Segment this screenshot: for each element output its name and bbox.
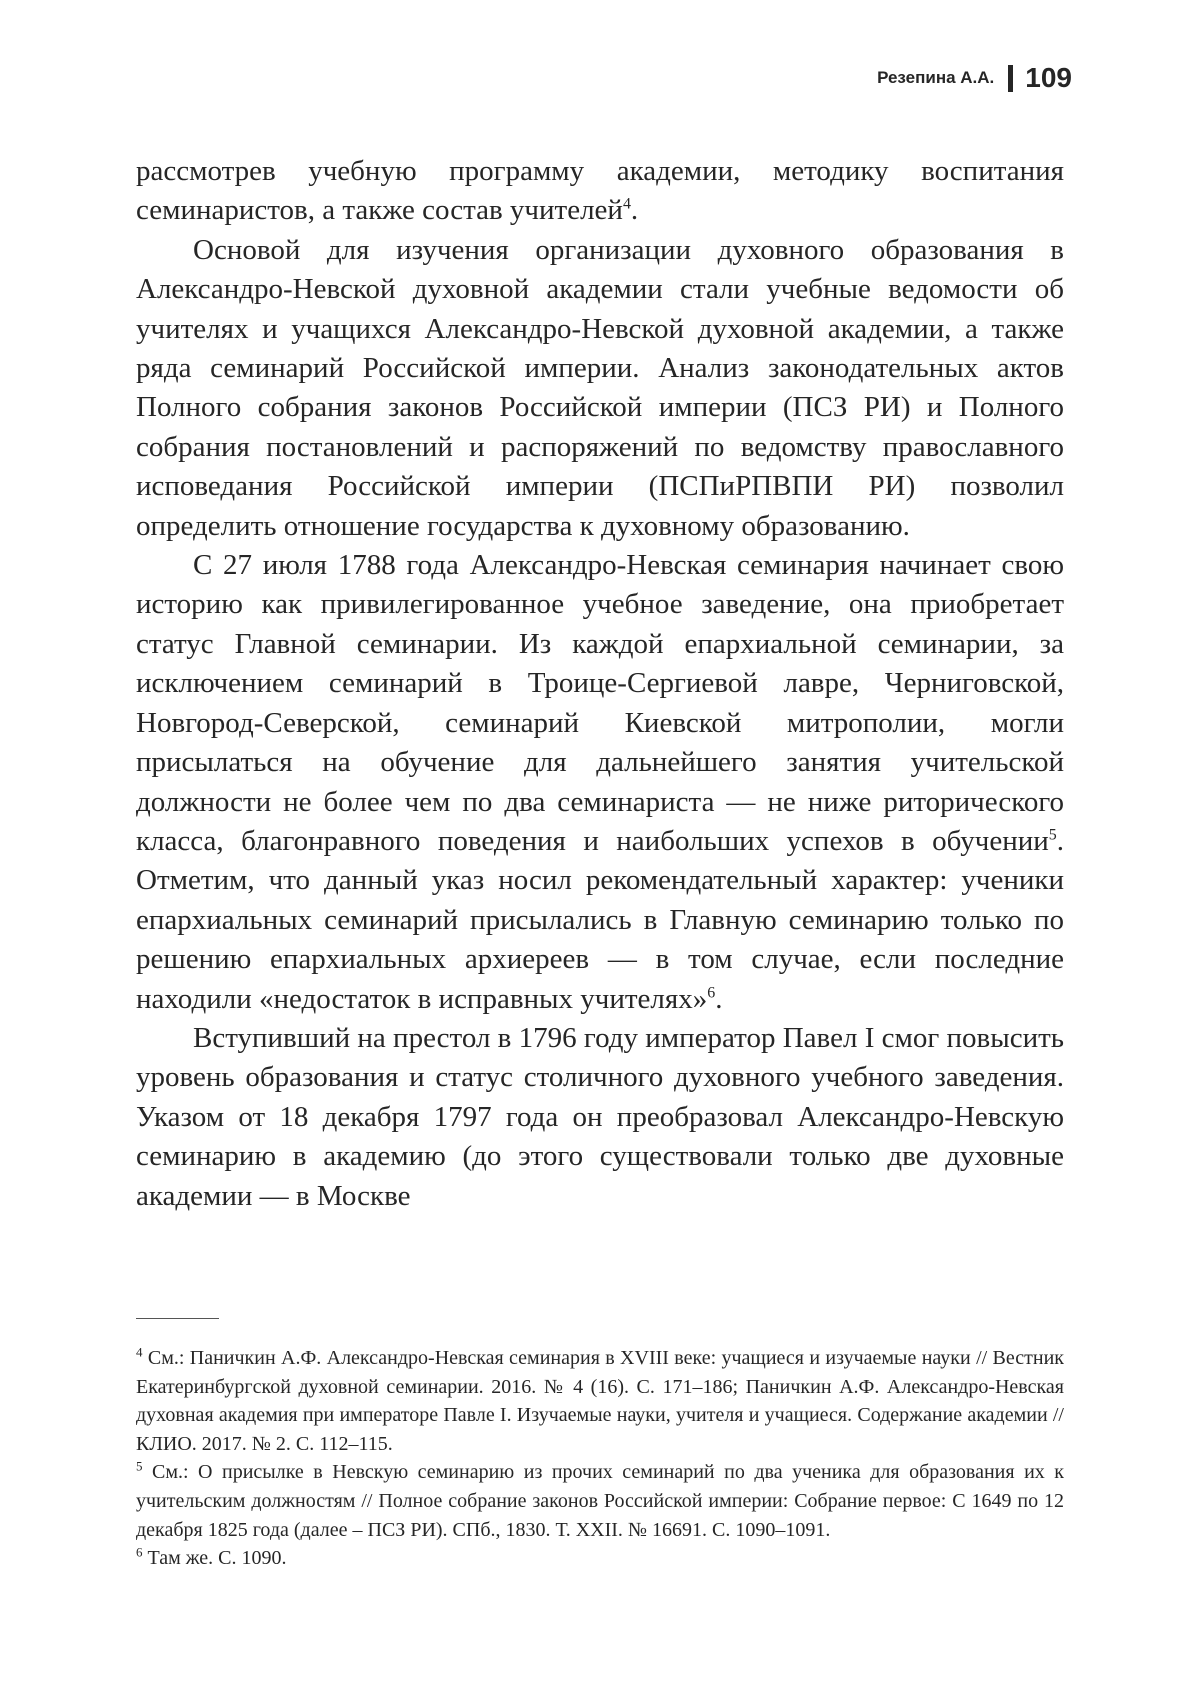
footnote-ref: 6 xyxy=(707,983,716,1001)
running-head-author: Резепина А.А. xyxy=(877,68,995,87)
paragraph-text: Основой для изучения организации духовного образования в Александро-Невской духовной академии стали учебные ведомости об учителях и учащихся Александро-Невской духовной академии, а также ряда семинарий Российской империи. Анализ законодательных актов Полного собрания законов Российской империи (ПСЗ РИ) и Полного собрания постановлений и распоряжений по ведомству православного исповедания Российской империи (ПСПиРПВПИ РИ) позволил определить отношение государства к духовному образованию. xyxy=(136,233,1064,542)
footnotes xyxy=(136,1344,1064,1573)
paragraph-text: рассмотрев учебную программу академии, методику воспитания семинаристов, а также состав учителей xyxy=(136,155,1064,227)
footnote-ref: 5 xyxy=(1048,826,1057,844)
footnote-number: 6 xyxy=(136,1544,143,1560)
paragraph-text: С 27 июля 1788 года Александро-Невская семинария начинает свою историю как привилегированное учебное заведение, она приобретает статус Главной семинарии. Из каждой епархиальной семинарии, за исключением семинарий в Троице-Сергиевой лавре, Черниговской, Новгород-Северской, семинарий Киевской митрополии, могли присылаться на обучение для дальнейшего занятия учительской должности не более чем по два семинариста — не ниже риторического класса, благонравного поведения и наибольших успехов в обучении xyxy=(136,549,1064,857)
footnote xyxy=(136,1344,1064,1458)
paragraph-text: . xyxy=(630,194,639,227)
paragraph-text: . xyxy=(715,982,723,1015)
paragraph xyxy=(136,546,1064,1019)
header-separator-bar xyxy=(1008,65,1013,92)
paragraph xyxy=(136,152,1064,231)
footnote-number: 4 xyxy=(136,1344,143,1360)
footnote-text: Там же. С. 1090. xyxy=(142,1547,287,1570)
footnote xyxy=(136,1458,1064,1544)
footnote-separator xyxy=(136,1318,219,1319)
page-number: 109 xyxy=(1025,62,1072,93)
footnote-ref: 4 xyxy=(622,195,631,213)
body-text xyxy=(136,152,1064,1216)
paragraph-text: Вступивший на престол в 1796 году император Павел I смог повысить уровень образования и статус столичного духовного учебного заведения. Указом от 18 декабря 1797 года он преобразовал Александро-Невскую семинарию в академию (до этого существовали только две духовные академии — в Москве xyxy=(136,1021,1064,1212)
footnote xyxy=(136,1544,1064,1573)
running-header xyxy=(877,62,1072,94)
paragraph xyxy=(136,1019,1064,1216)
footnote-text: См.: Паничкин А.Ф. Александро-Невская семинария в XVIII веке: учащиеся и изучаемые науки // Вестник Екатеринбургской духовной семинарии. 2016. № 4 (16). С. 171–186; Паничкин А.Ф. Александро-Невская духовная академия при императоре Павле I. Изучаемые науки, учителя и учащиеся. Содержание академии // КЛИО. 2017. № 2. С. 112–115. xyxy=(136,1347,1064,1455)
paragraph xyxy=(136,231,1064,546)
footnote-text: См.: О присылке в Невскую семинарию из прочих семинарий по два ученика для образования их к учительским должностям // Полное собрание законов Российской империи: Собрание первое: С 1649 по 12 декабря 1825 года (далее – ПСЗ РИ). СПб., 1830. Т. XXII. № 16691. С. 1090–1091. xyxy=(136,1461,1064,1541)
paragraph-text: . Отметим, что данный указ носил рекомендательный характер: ученики епархиальных семинарий присылались в Главную семинарию только по решению епархиальных архиереев — в том случае, если последние находили «недостаток в исправных учителях» xyxy=(136,824,1064,1015)
footnote-number: 5 xyxy=(136,1458,143,1474)
